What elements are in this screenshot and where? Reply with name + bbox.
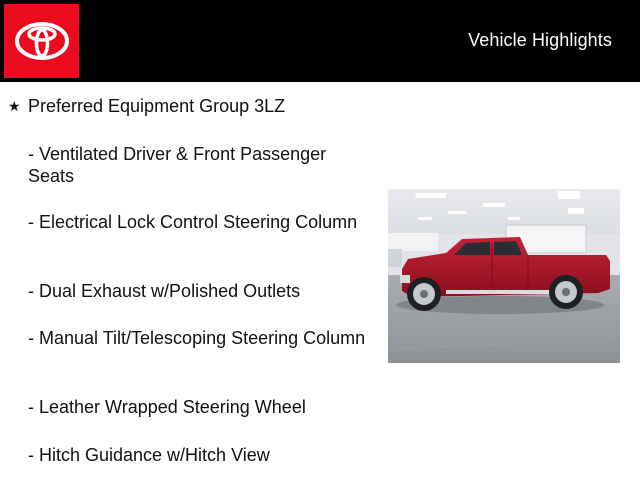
feature-item: - Dual Exhaust w/Polished Outlets <box>28 281 301 301</box>
feature-item: - Manual Tilt/Telescoping Steering Column <box>28 328 366 348</box>
toyota-logo-icon <box>14 21 70 61</box>
feature-item: - Hitch Guidance w/Hitch View <box>28 445 270 465</box>
feature-item: - Leather Wrapped Steering Wheel <box>28 397 306 417</box>
vehicle-photo[interactable] <box>388 189 620 363</box>
toyota-logo[interactable] <box>4 4 79 78</box>
feature-item: - Electrical Lock Control Steering Column <box>28 212 358 232</box>
package-headline <box>8 95 368 117</box>
header-bar <box>0 0 640 82</box>
page-title: Vehicle Highlights <box>468 30 612 50</box>
star-icon: ★ <box>8 98 21 114</box>
feature-item: - Ventilated Driver & Front Passenger Seats <box>28 144 327 186</box>
package-name: Preferred Equipment Group 3LZ <box>28 96 286 116</box>
pickup-truck-image <box>388 189 620 363</box>
